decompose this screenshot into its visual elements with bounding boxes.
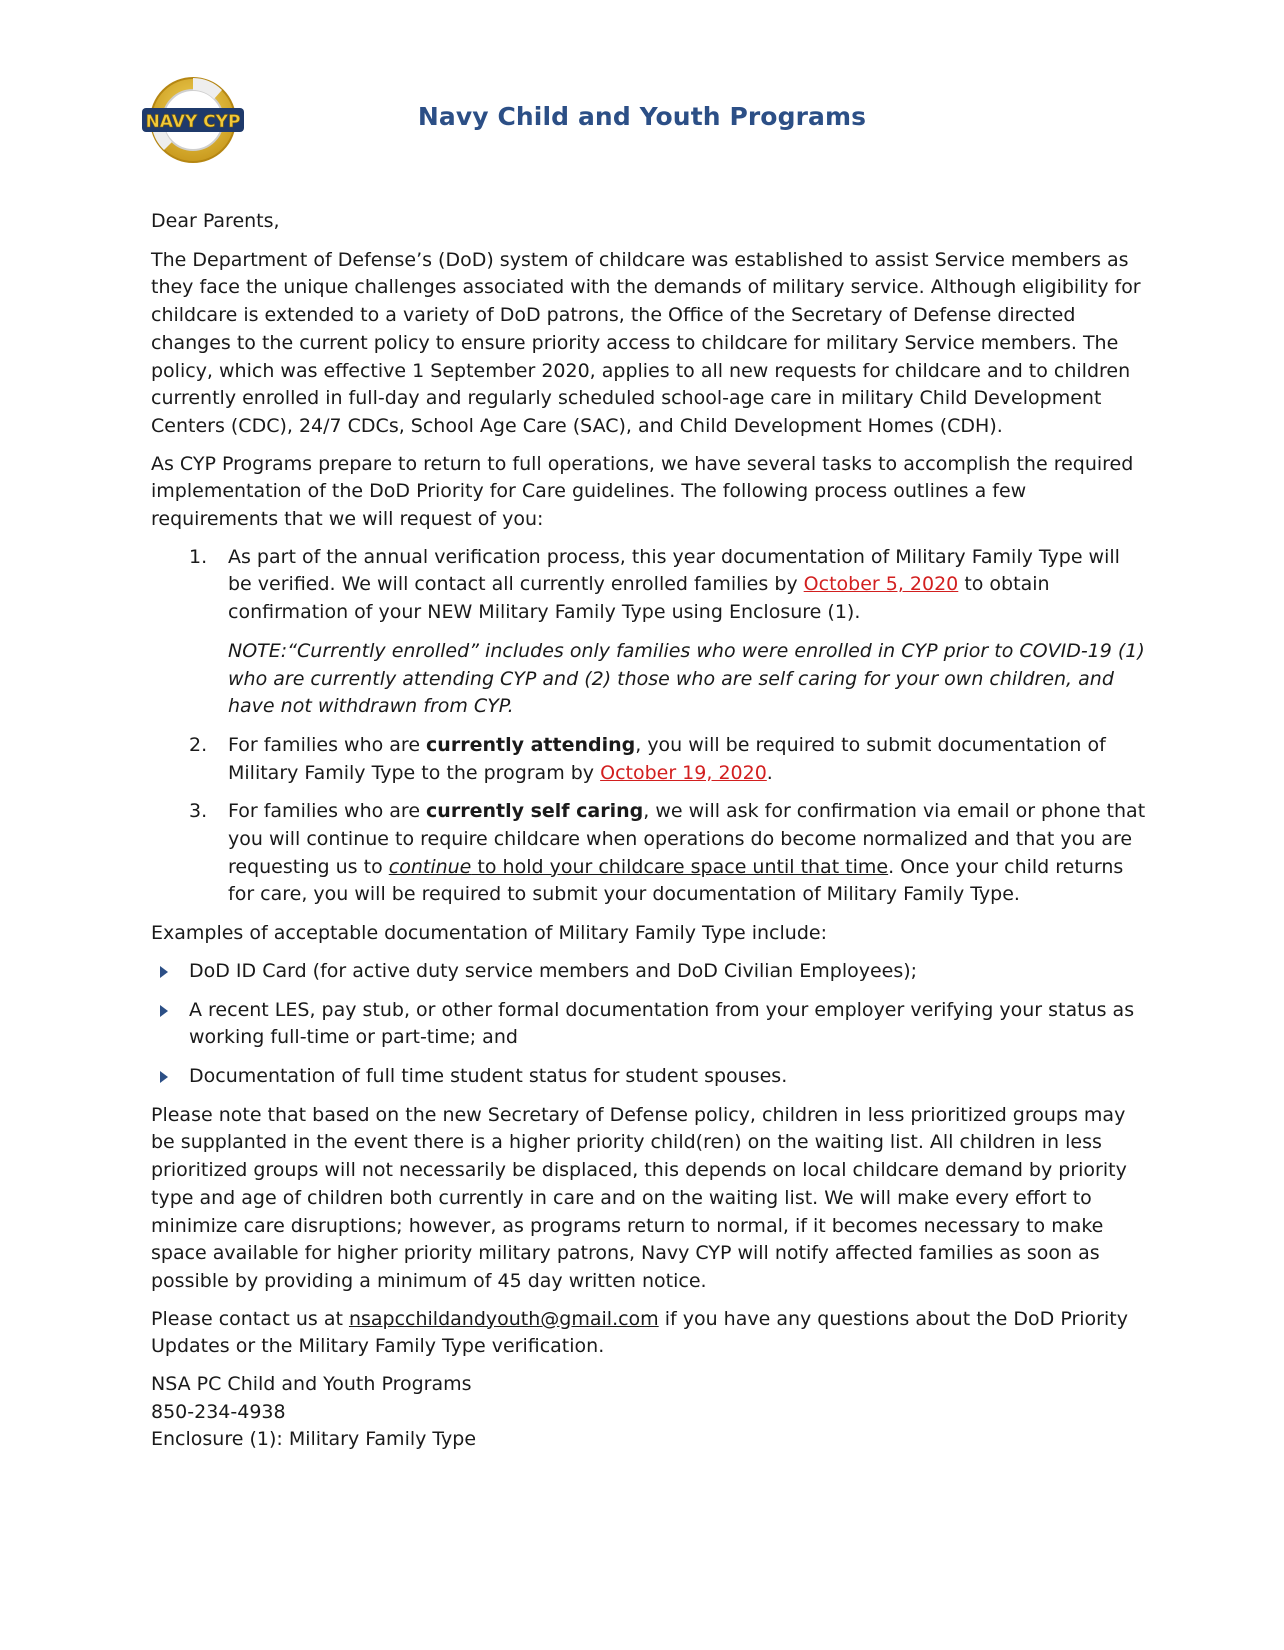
signature-block: [151, 1371, 1146, 1454]
list-item: Documentation of full time student status for student spouses.: [151, 1063, 1146, 1091]
deadline-date: October 5, 2020: [803, 573, 959, 596]
step-number: 3.: [189, 800, 208, 823]
list-item: [151, 732, 1146, 787]
list-item: DoD ID Card (for active duty service members and DoD Civilian Employees);: [151, 958, 1146, 986]
list-item: [151, 798, 1146, 909]
signature-enclosure: Enclosure (1): Military Family Type: [151, 1428, 477, 1451]
steps-list: [151, 544, 1146, 909]
deadline-date: October 19, 2020: [600, 761, 767, 784]
svg-text:NAVY CYP: NAVY CYP: [145, 112, 241, 132]
bullet-triangle-icon: [160, 966, 168, 978]
process-paragraph: As CYP Programs prepare to return to full operations, we have several tasks to accomplish the required implementation of the DoD Priority for Care guidelines. The following process outlines a few requirements that we will request of you:: [151, 452, 1134, 531]
bullet-triangle-icon: [160, 1071, 168, 1083]
signature-org: NSA PC Child and Youth Programs: [151, 1373, 472, 1396]
intro-paragraph: The Department of Defense’s (DoD) system of childcare was established to assist Service members as they face the unique challenges associated with the demands of military service. Although eligibility for childcare is extended to a variety of DoD patrons, the Office of the Secretary of Defense directed changes to the current policy to ensure priority access to childcare for military Service members. The policy, which was effective 1 September 2020, applies to all new requests for childcare and to children currently enrolled in full-day and regularly scheduled school-age care in military Child Development Centers (CDC), 24/7 CDCs, School Age Care (SAC), and Child Development Homes (CDH).: [151, 248, 1141, 437]
step-number: 2.: [189, 733, 208, 756]
page-title: Navy Child and Youth Programs: [417, 102, 867, 131]
examples-list: [151, 958, 1146, 1091]
step-text: For families who are currently self caring, we will ask for confirmation via email or phone that you will continue to require childcare when operations do become normalized and that you are requesting us to continue to hold your childcare space until that time. Once your child returns for care, you will be required to submit your documentation of Military Family Type.: [228, 800, 1146, 906]
bullet-triangle-icon: [160, 1005, 168, 1017]
step-note: NOTE:“Currently enrolled” includes only families who were enrolled in CYP prior to COVID-19 (1) who are currently attending CYP and (2) those who are self caring for your own children, and have not withdrawn from CYP.: [228, 639, 1145, 718]
letter-body: [151, 208, 1146, 1454]
examples-intro: Examples of acceptable documentation of Military Family Type include:: [151, 922, 827, 945]
list-item: [151, 544, 1146, 721]
list-item: A recent LES, pay stub, or other formal documentation from your employer verifying your status as working full-time or part-time; and: [151, 997, 1146, 1052]
step-number: 1.: [189, 545, 208, 568]
contact-paragraph: Please contact us at nsapcchildandyouth@gmail.com if you have any questions about the DoD Priority Updates or the Military Family Type verification.: [151, 1307, 1128, 1358]
step-text: For families who are currently attending, you will be required to submit documentation of Military Family Type to the program by October 19, 2020.: [228, 733, 1106, 784]
policy-paragraph: Please note that based on the new Secretary of Defense policy, children in less prioritized groups may be supplanted in the event there is a higher priority child(ren) on the waiting list. All children in less prioritized groups will not necessarily be displaced, this depends on local childcare demand by priority type and age of children both currently in care and on the waiting list. We will make every effort to minimize care disruptions; however, as programs return to normal, if it becomes necessary to make space available for higher priority military patrons, Navy CYP will notify affected families as soon as possible by providing a minimum of 45 day written notice.: [151, 1103, 1127, 1292]
contact-email-link[interactable]: nsapcchildandyouth@gmail.com: [348, 1307, 659, 1330]
signature-phone: 850-234-4938: [151, 1400, 286, 1423]
greeting: Dear Parents,: [151, 210, 280, 232]
step-text: As part of the annual verification process, this year documentation of Military Family Type will be verified. We will contact all currently enrolled families by October 5, 2020 to obtain confirmation of your NEW Military Family Type using Enclosure (1).: [228, 545, 1120, 624]
